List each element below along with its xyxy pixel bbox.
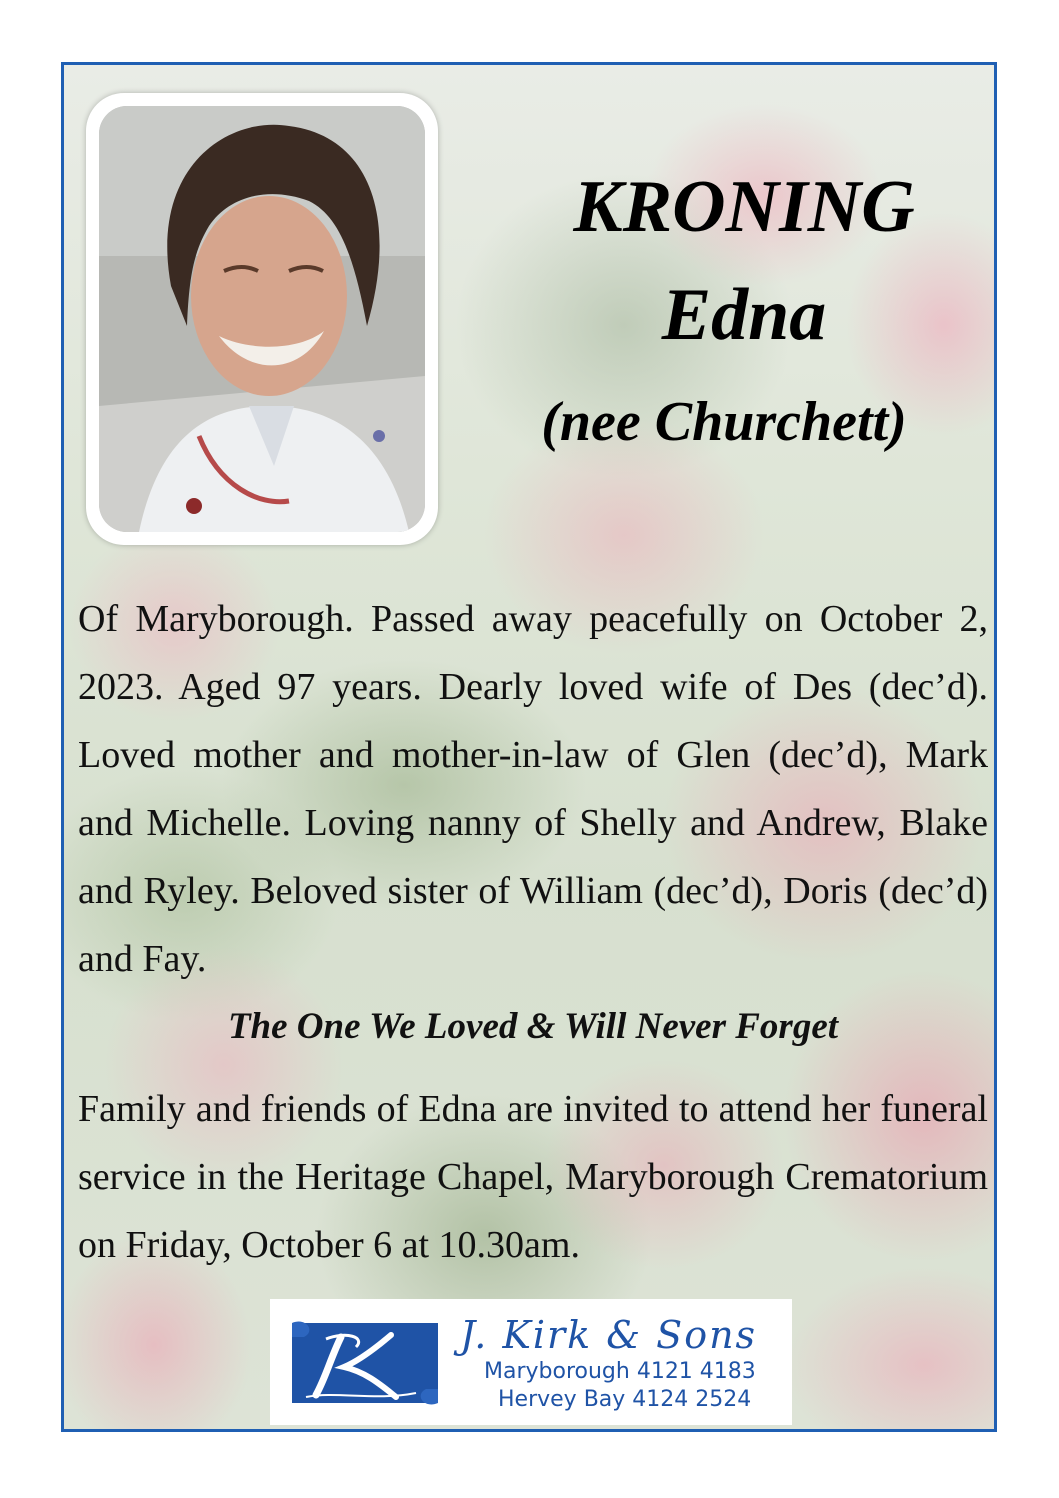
obituary-text: Of Maryborough. Passed away peacefully on October 2, 2023. Aged 97 years. Dearly loved wife of Des (dec’d). Loved mother and mother-in-law of Glen (dec’d), Mark and Michelle. Loving nanny of Shelly and Andrew, Blake and Ryley. Beloved sister of William (dec’d), Doris (dec’d) and Fay.: [78, 598, 988, 980]
notice-frame: [61, 62, 997, 1432]
funeral-director-logo: [270, 1299, 792, 1425]
maiden-name: (nee Churchett): [541, 391, 907, 453]
phone-maryborough: Maryborough 4121 4183: [484, 1359, 756, 1384]
name-heading: [474, 165, 974, 455]
phone-hervey-bay: Hervey Bay 4124 2524: [498, 1387, 752, 1412]
memorial-motto: The One We Loved & Will Never Forget: [227, 1006, 839, 1047]
surname: KRONING: [573, 166, 915, 248]
portrait-photo: [99, 106, 425, 532]
service-details: Family and friends of Edna are invited to attend her funeral service in the Heritage Chapel, Maryborough Crematorium on Friday, October 6 at 10.30am.: [78, 1088, 988, 1266]
portrait-frame: [86, 93, 438, 545]
given-name: Edna: [661, 274, 827, 356]
firm-name: J. Kirk & Sons: [460, 1313, 758, 1357]
kirk-monogram-icon: [286, 1317, 444, 1409]
